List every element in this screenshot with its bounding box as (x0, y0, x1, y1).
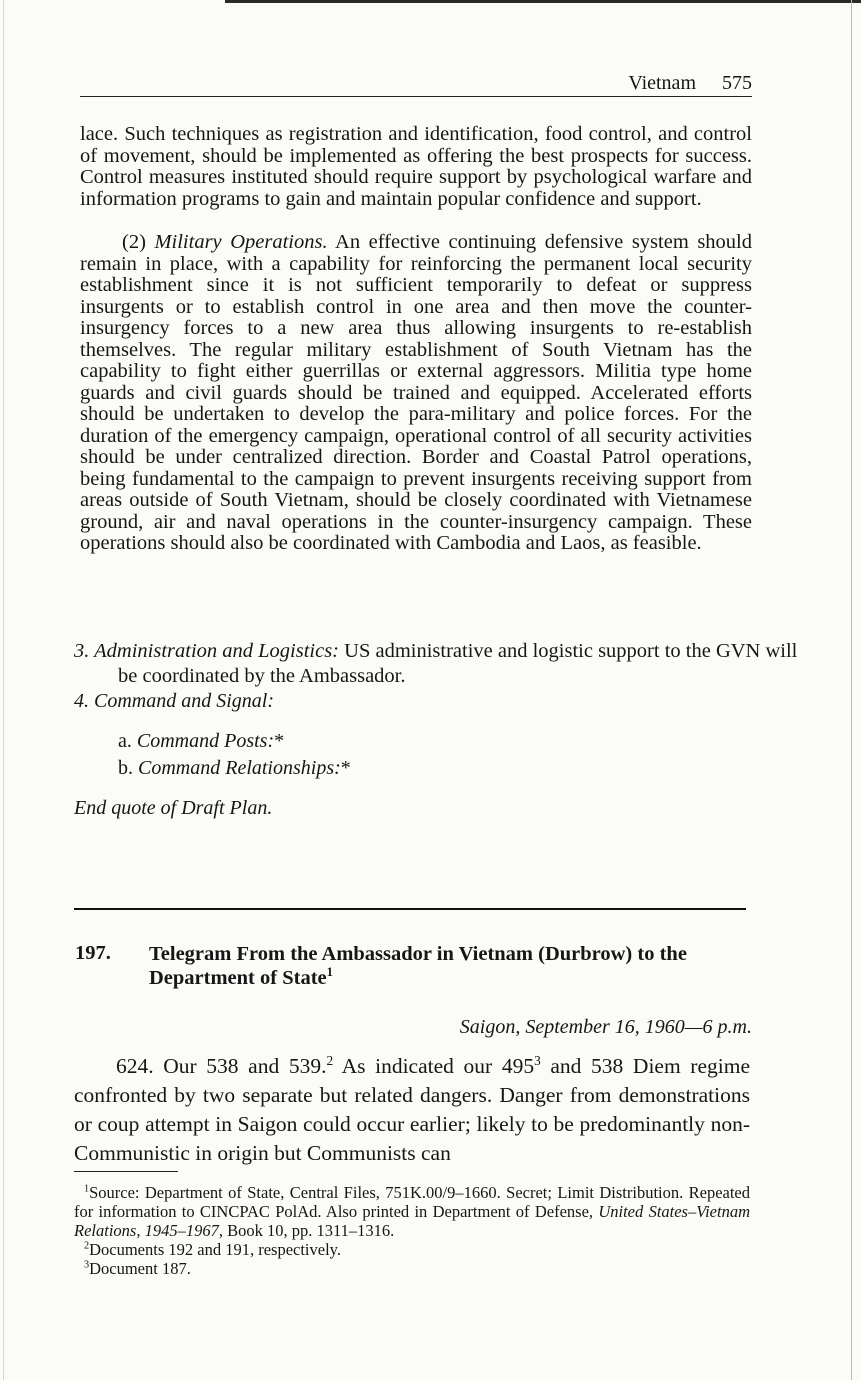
footnote-3-text: Document 187. (89, 1259, 191, 1278)
footnote-ref-2: 2 (326, 1052, 334, 1068)
running-head (80, 70, 752, 97)
document-title-text: Telegram From the Ambassador in Vietnam (Durbrow) to the Department of State (149, 943, 687, 989)
footnote-2 (84, 1240, 760, 1259)
document-title (149, 942, 749, 990)
running-head-section: Vietnam (628, 72, 696, 94)
end-quote-line: End quote of Draft Plan. (74, 797, 273, 819)
item-4-heading: 4. Command and Signal: (74, 690, 274, 712)
footnote-1-tail: Book 10, pp. 1311–1316. (222, 1221, 395, 1240)
military-operations-text: An effective continuing defensive system should remain in place, with a capability for reinforcing the permanent local security establishment since it is not sufficient temporarily to defeat or suppress insurgents or to establish control in one area and then move the counter-insurgency forces to a new area thus allowing insurgents to re-establish themselves. The regular military establishment of South Vietnam has the capability to fight either guerrillas or external aggressors. Militia type home guards and civil guards should be trained and equipped. Accelerated efforts should be undertaken to develop the para-military and police forces. For the duration of the emergency campaign, operational control of all security activities should be under centralized direction. Border and Coastal Patrol operations, being fundamental to the campaign to prevent insurgents receiving support from areas outside of South Vietnam, should be closely coordinated with Vietnamese ground, air and naval operations in the counter-insurgency campaign. These operations should also be coordinated with Cambodia and Laos, as feasible. (80, 231, 753, 554)
military-operations-number: (2) (122, 231, 146, 253)
footnote-2-text: Documents 192 and 191, respectively. (89, 1240, 341, 1259)
item-3-administration (74, 639, 798, 689)
sub-item-a-label: Command Posts: (136, 730, 275, 752)
sub-item-a-letter: a. (118, 730, 132, 752)
telegram-text-2: As indicated our 495 (333, 1054, 535, 1078)
dateline: Saigon, September 16, 1960—6 p.m. (459, 1016, 752, 1038)
footnote-1-text: Source: Department of State, Central Files, 751K.00/9–1660. Secret; Limit Distribution. Repeated for information to CINCPAC PolAd. Also printed in Department of Defense, (74, 1183, 750, 1221)
military-operations-paragraph (80, 232, 752, 555)
footnote-1-title: United States–Vietnam Relations, 1945–1967, (74, 1202, 750, 1240)
item-3-heading: 3. Administration and Logistics: (74, 640, 340, 662)
scan-edge-top (225, 0, 861, 3)
footnote-ref-3: 3 (534, 1052, 541, 1068)
military-operations-heading: Military Operations. (154, 231, 328, 253)
document-number: 197. (75, 942, 111, 964)
sub-item-a (118, 729, 284, 753)
telegram-text-1: 624. Our 538 and 539. (116, 1054, 327, 1078)
scan-edge-right (851, 0, 852, 1380)
page-number: 575 (722, 72, 752, 94)
footnote-3-mark: 3 (84, 1259, 90, 1271)
footnote-1 (74, 1183, 750, 1240)
telegram-text-3: and 538 Diem regime confronted by two separate but related dangers. Danger from demonstrations or coup attempt in Saigon could occur earlier; likely to be predominantly non-Communistic in origin but Communists can (74, 1054, 750, 1165)
sub-item-b-label: Command Relationships: (138, 757, 341, 779)
continuation-paragraph: lace. Such techniques as registration and identification, food control, and control of movement, should be implemented as offering the best prospects for success. Control measures instituted should require support by psychological warfare and information programs to gain and maintain popular confidence and support. (80, 123, 752, 210)
section-divider (74, 908, 746, 910)
sub-item-b-letter: b. (118, 757, 133, 779)
sub-item-b-mark: * (340, 757, 351, 779)
footnote-rule (74, 1171, 178, 1172)
footnote-3 (84, 1259, 760, 1278)
sub-item-b (118, 756, 351, 780)
document-title-footnote-ref: 1 (326, 965, 333, 980)
telegram-paragraph (74, 1052, 750, 1168)
sub-item-a-mark: * (274, 730, 285, 752)
footnote-2-mark: 2 (84, 1240, 90, 1252)
scan-edge-left (3, 0, 4, 1380)
item-3-text: US administrative and logistic support to the GVN will be coordinated by the Ambassador. (118, 640, 798, 687)
footnote-1-mark: 1 (84, 1183, 90, 1195)
